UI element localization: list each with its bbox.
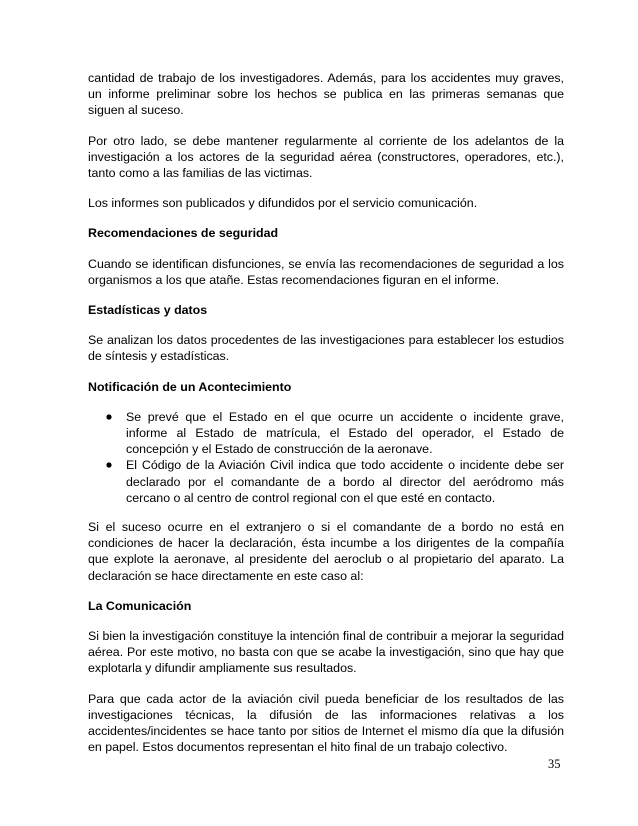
heading-safety-recommendations: Recomendaciones de seguridad bbox=[88, 226, 279, 241]
paragraph-recommendations: Cuando se identifican disfunciones, se envía las recomendaciones de seguridad a los organismos a los que atañe. Estas recomendaciones figuran en el informe. bbox=[88, 256, 564, 287]
list-item bbox=[88, 457, 564, 506]
paragraph-foreign-occurrence: Si el suceso ocurre en el extranjero o si el comandante de a bordo no está en condiciones de hacer la declaración, ésta incumbe a los dirigentes de la compañía que explote la aeronave, al presidente del aeroclub o al propietario del aparato. La declaración se hace directamente en este caso al: bbox=[88, 520, 564, 583]
paragraph-statistics: Se analizan los datos procedentes de las investigaciones para establecer los estudios de síntesis y estadísticas. bbox=[88, 333, 564, 364]
paragraph-dissemination: Para que cada actor de la aviación civil pueda beneficiar de los resultados de las investigaciones técnicas, la difusión de las informaciones relativas a los accidentes/incidentes se hace tanto por sitios de Internet el mismo día que la difusión en papel. Estos documentos representan el hito final de un trabajo colectivo. bbox=[88, 691, 564, 755]
heading-statistics: Estadísticas y datos bbox=[88, 303, 208, 318]
bullet-text: Se prevé que el Estado en el que ocurre un accidente o incidente grave, informe al Estado de matrícula, el Estado del operador, el Estado de concepción y el Estado de construcción de la aeronave. bbox=[126, 409, 564, 457]
bullet-icon bbox=[106, 414, 112, 420]
heading-communication: La Comunicación bbox=[88, 598, 192, 613]
paragraph-keep-informed: Por otro lado, se debe mantener regularmente al corriente de los adelantos de la investigación a los actores de la seguridad aérea (constructores, operadores, etc.), tanto como a las familias de las victimas. bbox=[88, 133, 564, 181]
paragraph-investigation-workload: cantidad de trabajo de los investigadores. Además, para los accidentes muy graves, un informe preliminar sobre los hechos se publica en las primeras semanas que siguen al suceso. bbox=[88, 71, 564, 118]
page-number: 35 bbox=[548, 757, 561, 771]
paragraph-reports-published: Los informes son publicados y difundidos por el servicio comunicación. bbox=[88, 196, 478, 211]
list-item bbox=[88, 409, 564, 458]
document-page bbox=[88, 70, 564, 770]
paragraph-communication-purpose: Si bien la investigación constituye la intención final de contribuir a mejorar la seguridad aérea. Por este motivo, no basta con que se acabe la investigación, sino que hay que explotarla y difundir ampliamente sus resultados. bbox=[88, 629, 564, 676]
notification-bullet-list bbox=[88, 409, 564, 506]
bullet-icon bbox=[106, 462, 112, 468]
bullet-text: El Código de la Aviación Civil indica que todo accidente o incidente debe ser declarado por el comandante de a bordo al director del aeródromo más cercano o al centro de control regional con el que esté en contacto. bbox=[126, 458, 564, 505]
heading-notification: Notificación de un Acontecimiento bbox=[88, 379, 292, 394]
